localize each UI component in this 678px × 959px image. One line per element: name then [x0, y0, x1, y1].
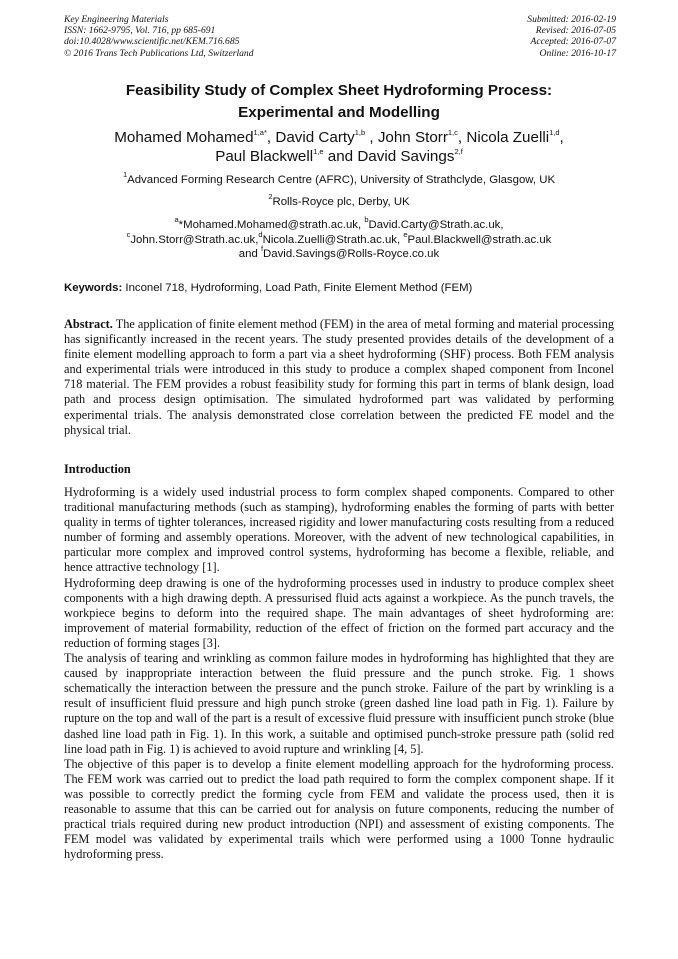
submitted-date: Submitted: 2016-02-19: [527, 14, 616, 25]
author-sep: ,: [457, 129, 467, 146]
abstract-text: The application of finite element method (FEM) in the area of metal forming and material processing has significantly increased in the recent years. The study presented provides details of the development of a finite element modelling approach to form a part via a sheet hydroforming (SHF) process. Both FEM analysis and experimental trials were introduced in this study to produce a complex shaped component from Inconel 718 material. The FEM provides a robust feasibility study for forming this part in terms of blank design, load path and process design optimisation. The simulated hydroformed part was validated by performing experimental trials. The analysis demonstrated close correlation between the predicted FE model and the physical trial.: [64, 317, 614, 437]
author-sup: 1,a*: [253, 127, 267, 137]
author-sup: 1,c: [447, 127, 458, 137]
author-name: Mohamed Mohamed: [114, 129, 254, 146]
affiliation-text: Rolls-Royce plc, Derby, UK: [272, 196, 410, 208]
affiliation-2: [40, 192, 638, 209]
abstract: [64, 317, 614, 438]
email-prefix: and: [238, 248, 261, 260]
abstract-label: Abstract.: [64, 317, 113, 331]
author-name: David Savings: [357, 148, 455, 165]
keywords-label: Keywords:: [64, 282, 123, 294]
email-sup: b: [364, 215, 369, 225]
author-sup: 1,e: [313, 146, 324, 156]
introduction-body: [64, 485, 614, 862]
affiliation-sup: 2: [268, 192, 273, 202]
paragraph: The objective of this paper is to develop a finite element modelling approach for the hydroforming process. The FEM work was carried out to predict the load path required to form the complex component shape. If it was possible to correctly predict the forming cycle from FEM and validate the process used, then it is reasonable to assume that this can be carried out for analysis on future components, reducing the number of practical trials required during new product introduction (NPI) and assessment of existing components. The FEM model was validated by experimental trails which were performed using a 1000 Tonne hydraulic hydroforming press.: [64, 756, 614, 862]
email-address[interactable]: Paul.Blackwell@strath.ac.uk: [407, 233, 552, 246]
author-sep: and: [323, 148, 358, 165]
email-sup: e: [403, 229, 408, 239]
author-name: Nicola Zuelli: [466, 129, 550, 146]
keywords: [64, 281, 616, 295]
email-line-2: [40, 229, 638, 248]
author-name: David Carty: [275, 129, 355, 146]
paragraph: Hydroforming deep drawing is one of the hydroforming processes used in industry to produce complex sheet components with a high drawing depth. A pressurised fluid acts against a workpiece. As the punch travels, the workpiece begins to deform into the required shape. The main advantages of sheet hydroforming are: improvement of material formability, reduction of the effect of friction on the formed part accuracy and the reduction of forming stages [3].: [64, 575, 614, 650]
email-sup: f: [260, 244, 264, 254]
email-sup: a: [174, 215, 179, 225]
title-line-2: Experimental and Modelling: [238, 104, 440, 121]
email-address[interactable]: David.Savings@Rolls-Royce.co.uk: [263, 248, 440, 260]
author-sep: ,: [559, 129, 564, 146]
online-date: Online: 2016-10-17: [539, 47, 616, 59]
author-line-2: [40, 147, 638, 166]
journal-header-right: [527, 14, 616, 59]
author-name: John Storr: [377, 129, 448, 146]
paragraph: The analysis of tearing and wrinkling as common failure modes in hydroforming has highlighted that they are caused by inappropriate interaction between the fluid pressure and the punch stroke. Fig. 1 shows schematically the interaction between the pressure and the punch stroke. Failure of the part by wrinkling is a result of insufficient fluid pressure and high punch stroke (green dashed line load path in Fig. 1). Failure by rupture on the top and wall of the part is a result of excessive fluid pressure with insufficient punch stroke (blue dashed line load path in Fig. 1). In this work, a suitable and optimised punch-stroke pressure path (solid red line load path in Fig. 1) is achieved to avoid rupture and wrinkling [4, 5].: [64, 651, 614, 756]
title-line-1: Feasibility Study of Complex Sheet Hydroforming Process:: [125, 82, 553, 99]
email-sup: d: [258, 229, 263, 239]
email-address[interactable]: Nicola.Zuelli@Strath.ac.uk,: [262, 233, 404, 246]
journal-name: Key Engineering Materials: [64, 14, 169, 25]
issn: ISSN: 1662-9795, Vol. 716, pp 685-691: [64, 25, 216, 37]
doi: doi:10.4028/www.scientific.net/KEM.716.685: [64, 36, 240, 48]
author-sup: 1,b: [354, 127, 366, 137]
email-line-3: [40, 244, 638, 262]
affiliation-text: Advanced Forming Research Centre (AFRC), University of Strathclyde, Glasgow, UK: [127, 174, 556, 186]
keywords-text: Inconel 718, Hydroforming, Load Path, Finite Element Method (FEM): [122, 282, 473, 294]
affiliation-sup: 1: [122, 170, 128, 180]
author-sep: ,: [266, 129, 276, 146]
author-list: [40, 128, 638, 166]
journal-header-left: [64, 14, 254, 59]
revised-date: Revised: 2016-07-05: [535, 25, 616, 37]
email-address[interactable]: *Mohamed.Mohamed@strath.ac.uk,: [178, 219, 365, 231]
author-sup: 2,f: [454, 146, 463, 156]
accepted-date: Accepted: 2016-07-07: [530, 36, 616, 48]
affiliation-1: [40, 170, 638, 187]
author-line-1: [40, 128, 638, 147]
copyright: © 2016 Trans Tech Publications Ltd, Switzerland: [64, 47, 254, 59]
paper-title: [40, 80, 638, 124]
author-sep: ,: [365, 129, 378, 146]
paragraph: Hydroforming is a widely used industrial process to form complex shaped components. Compared to other traditional manufacturing methods (such as stamping), hydroforming enables the forming of parts with better quality in terms of tighter tolerances, increased rigidity and lower manufacturing costs resulting from a reduced number of forming and assembly operations. Moreover, with the advent of new technological capabilities, in particular more complex and improved control systems, hydroforming has become a flexible, reliable, and hence attractive technology [1].: [64, 485, 614, 575]
author-name: Paul Blackwell: [215, 148, 314, 165]
author-sup: 1,d: [549, 127, 560, 137]
email-sup: c: [126, 229, 131, 239]
email-list: [40, 215, 638, 262]
email-address[interactable]: David.Carty@Strath.ac.uk,: [368, 219, 504, 231]
section-heading-introduction: Introduction: [64, 462, 131, 476]
email-address[interactable]: John.Storr@Strath.ac.uk,: [130, 233, 259, 246]
